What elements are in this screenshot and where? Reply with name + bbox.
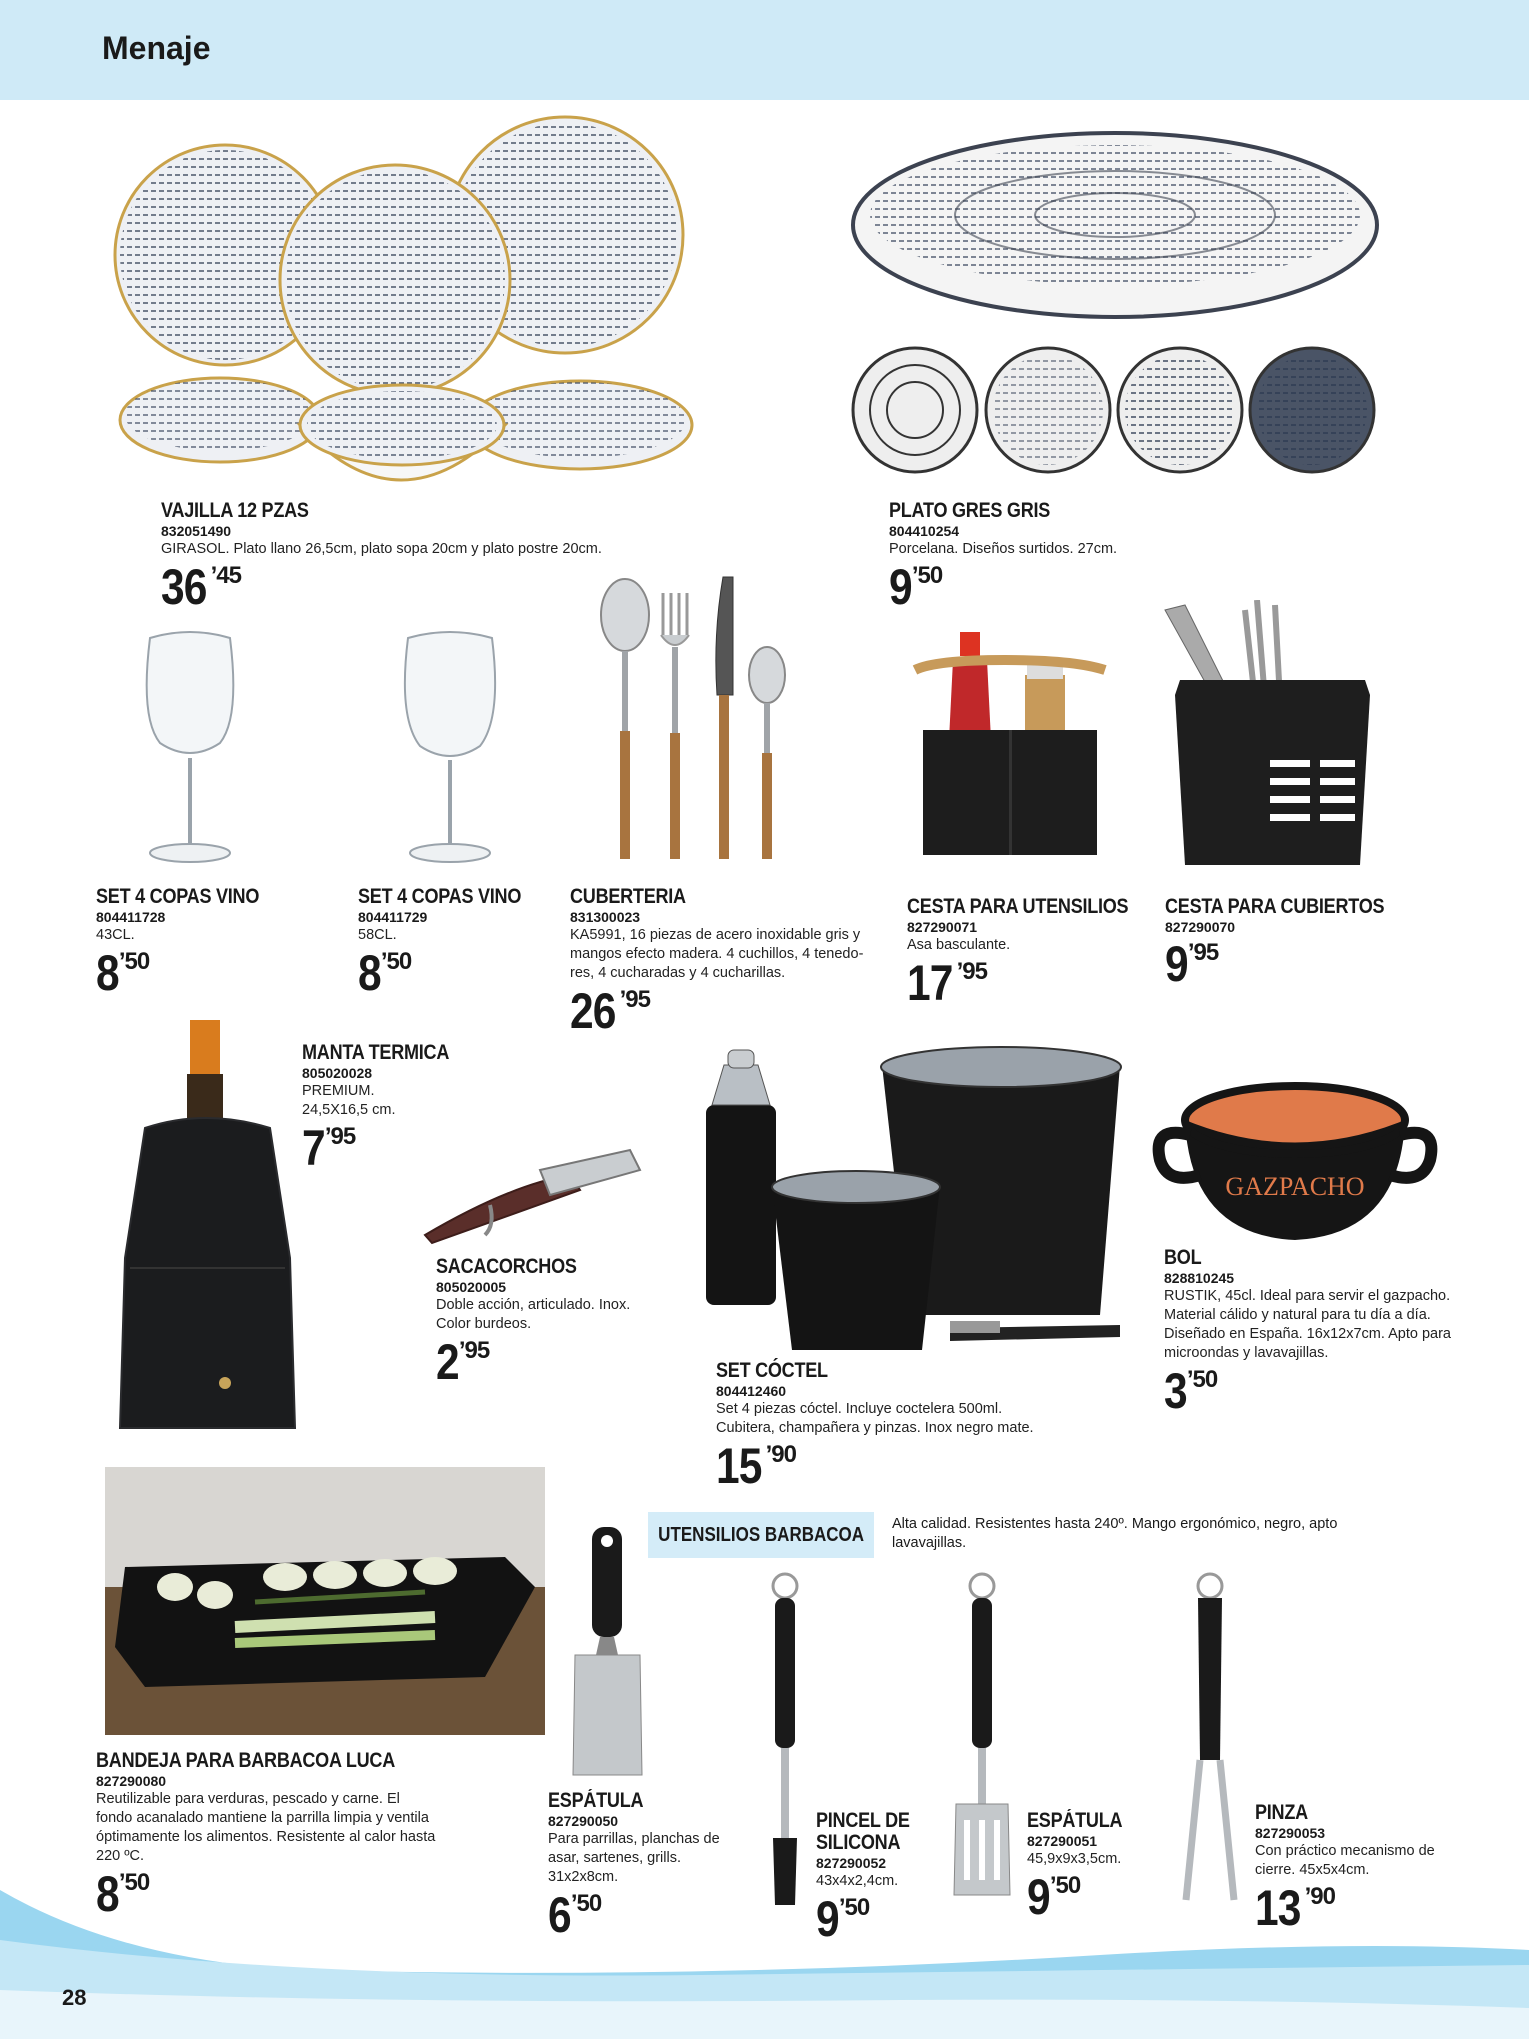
manta-image	[105, 1018, 305, 1438]
product-ref: 827290080	[96, 1773, 167, 1789]
product-ref: 827290051	[1027, 1833, 1098, 1849]
bowl-label-text: GAZPACHO	[1225, 1172, 1365, 1201]
coctel-image	[700, 1045, 1125, 1365]
espatula-image	[570, 1525, 645, 1780]
product-desc-line: KA5991, 16 piezas de acero inoxidable gris y	[570, 927, 861, 943]
footer-wave	[0, 1880, 1529, 2039]
price-decimal: ’50	[570, 1890, 602, 1917]
price-integer: 9	[816, 1891, 839, 1947]
cesta-cubiertos-image	[1145, 600, 1385, 870]
product-bol	[1164, 1246, 1451, 1419]
product-name: BANDEJA PARA BARBACOA LUCA	[96, 1749, 395, 1772]
product-price	[358, 945, 548, 1001]
product-desc-line: res, 4 cucharadas y 4 cucharillas.	[570, 965, 786, 981]
product-ref: 831300023	[570, 909, 641, 925]
product-ref: 804412460	[716, 1383, 787, 1399]
product-cesta-cubiertos	[1165, 895, 1420, 992]
price-integer: 9	[889, 559, 912, 615]
product-plato-gres	[889, 499, 1118, 615]
price-integer: 2	[436, 1334, 459, 1390]
bol-image	[1150, 1070, 1440, 1255]
product-name: ESPÁTULA	[548, 1789, 644, 1812]
pinza-image	[1180, 1570, 1240, 1910]
product-name: SET 4 COPAS VINO	[358, 885, 522, 908]
product-desc-line: Cubitera, champañera y pinzas. Inox negro mate.	[716, 1420, 1034, 1436]
product-desc-line: 24,5X16,5 cm.	[302, 1102, 396, 1118]
product-desc-line: Diseñado en España. 16x12x7cm. Apto para	[1164, 1326, 1451, 1342]
product-manta	[302, 1041, 473, 1176]
price-decimal: ’50	[838, 1894, 870, 1921]
price-integer: 13	[1255, 1880, 1301, 1936]
plato-gres-image	[850, 125, 1380, 480]
product-desc: Asa basculante.	[907, 937, 1011, 953]
product-price	[889, 559, 1117, 615]
product-name: SILICONA	[816, 1831, 901, 1854]
product-desc-line: fondo acanalado mantiene la parrilla limpia y ventila	[96, 1810, 429, 1826]
price-integer: 15	[716, 1438, 762, 1494]
product-ref: 827290070	[1165, 919, 1236, 935]
vajilla-image	[110, 115, 730, 510]
product-name: SET CÓCTEL	[716, 1359, 828, 1382]
product-desc-line: microondas y lavavajillas.	[1164, 1345, 1329, 1361]
price-decimal: ’95	[324, 1123, 356, 1150]
product-name: CESTA PARA CUBIERTOS	[1165, 895, 1385, 918]
product-ref: 827290052	[816, 1855, 887, 1871]
product-desc-line: Material cálido y natural para tu día a día.	[1164, 1307, 1431, 1323]
product-desc-line: PREMIUM.	[302, 1083, 375, 1099]
section-title: Menaje	[102, 30, 211, 66]
product-desc-line: óptimamente los alimentos. Resistente al calor hasta	[96, 1829, 436, 1845]
product-desc-line: Doble acción, articulado. Inox.	[436, 1297, 631, 1313]
price-decimal: ’90	[1304, 1883, 1335, 1910]
price-integer: 17	[907, 955, 953, 1011]
price-integer: 3	[1164, 1363, 1187, 1419]
price-decimal: ’50	[911, 562, 943, 589]
product-name: BOL	[1164, 1246, 1202, 1269]
product-cuberteria	[570, 885, 864, 1039]
product-ref: 827290050	[548, 1813, 619, 1829]
espatula-2-image	[950, 1570, 1015, 1900]
product-name: PINZA	[1255, 1801, 1308, 1824]
product-desc-line: mangos efecto madera. 4 cuchillos, 4 tenedo-	[570, 946, 864, 962]
product-desc-line: Con práctico mecanismo de	[1255, 1843, 1435, 1859]
product-desc-line: asar, sartenes, grills.	[548, 1850, 681, 1866]
product-ref: 805020005	[436, 1279, 507, 1295]
product-ref: 832051490	[161, 523, 232, 539]
product-ref: 804410254	[889, 523, 960, 539]
product-desc: 43CL.	[96, 927, 135, 943]
product-ref: 804411729	[358, 909, 428, 925]
product-ref: 827290071	[907, 919, 978, 935]
product-cesta-utensilios	[907, 895, 1164, 1011]
price-decimal: ’50	[380, 948, 412, 975]
cuberteria-image	[595, 575, 795, 865]
bbq-section-tag	[648, 1512, 874, 1558]
price-decimal: ’50	[118, 1869, 150, 1896]
product-name: PINCEL DE	[816, 1809, 910, 1832]
price-integer: 6	[548, 1887, 571, 1943]
price-integer: 9	[1165, 936, 1188, 992]
product-desc-line: RUSTIK, 45cl. Ideal para servir el gazpacho.	[1164, 1288, 1451, 1304]
product-price	[436, 1334, 630, 1390]
price-integer: 36	[161, 559, 207, 615]
product-coctel	[716, 1359, 1034, 1494]
product-copas-58	[358, 885, 548, 1001]
product-sacacorchos	[436, 1255, 631, 1390]
price-decimal: ’95	[956, 958, 987, 985]
product-desc-line: Reutilizable para verduras, pescado y carne. El	[96, 1791, 400, 1807]
page-header	[0, 0, 1529, 100]
cesta-utensilios-image	[905, 630, 1115, 860]
price-integer: 8	[96, 945, 119, 1001]
product-name: CUBERTERIA	[570, 885, 686, 908]
product-desc-line: Set 4 piezas cóctel. Incluye coctelera 500ml.	[716, 1401, 1003, 1417]
product-price	[716, 1438, 1034, 1494]
product-desc-line: 31x2x8cm.	[548, 1869, 619, 1885]
product-price	[1165, 936, 1420, 992]
product-desc: 58CL.	[358, 927, 397, 943]
bbq-tag-label: UTENSILIOS BARBACOA	[658, 1523, 864, 1546]
product-desc: Porcelana. Diseños surtidos. 27cm.	[889, 541, 1118, 557]
bandeja-image	[105, 1467, 545, 1735]
price-integer: 26	[570, 983, 616, 1039]
product-price	[1164, 1363, 1451, 1419]
product-desc: 43x4x2,4cm.	[816, 1873, 899, 1889]
copas-43-image	[130, 628, 250, 868]
price-decimal: ’95	[619, 986, 650, 1013]
product-desc-line: Para parrillas, planchas de	[548, 1831, 720, 1847]
pincel-image	[765, 1570, 805, 1910]
product-desc-line: Color burdeos.	[436, 1316, 532, 1332]
product-desc-line: cierre. 45x5x4cm.	[1255, 1862, 1370, 1878]
product-ref: 804411728	[96, 909, 166, 925]
product-price	[161, 559, 602, 615]
product-name: SACACORCHOS	[436, 1255, 577, 1278]
product-price	[570, 983, 863, 1039]
price-integer: 9	[1027, 1869, 1050, 1925]
price-integer: 8	[358, 945, 381, 1001]
product-desc-line: 220 ºC.	[96, 1848, 145, 1864]
product-ref: 827290053	[1255, 1825, 1326, 1841]
copas-58-image	[390, 628, 510, 868]
product-price	[907, 955, 1164, 1011]
price-decimal: ’50	[1049, 1872, 1081, 1899]
product-name: SET 4 COPAS VINO	[96, 885, 260, 908]
price-decimal: ’45	[210, 562, 241, 589]
price-integer: 8	[96, 1866, 119, 1922]
product-vajilla	[161, 499, 602, 615]
product-desc: 45,9x9x3,5cm.	[1027, 1851, 1122, 1867]
bbq-section-desc: Alta calidad. Resistentes hasta 240º. Mango ergonómico, negro, apto lavavajillas.	[892, 1516, 1338, 1551]
product-name: MANTA TERMICA	[302, 1041, 450, 1064]
page-number: 28	[62, 1985, 87, 2010]
price-decimal: ’95	[458, 1337, 490, 1364]
product-name: VAJILLA 12 PZAS	[161, 499, 309, 522]
price-decimal: ’50	[118, 948, 150, 975]
product-copas-43	[96, 885, 286, 1001]
product-price	[302, 1120, 473, 1176]
product-name: PLATO GRES GRIS	[889, 499, 1051, 522]
price-decimal: ’50	[1186, 1366, 1218, 1393]
price-decimal: ’95	[1187, 939, 1219, 966]
product-ref: 828810245	[1164, 1270, 1235, 1286]
product-name: ESPÁTULA	[1027, 1809, 1123, 1832]
price-integer: 7	[302, 1120, 325, 1176]
price-decimal: ’90	[765, 1441, 796, 1468]
product-name: CESTA PARA UTENSILIOS	[907, 895, 1129, 918]
product-price	[96, 945, 286, 1001]
product-ref: 805020028	[302, 1065, 373, 1081]
product-desc: GIRASOL. Plato llano 26,5cm, plato sopa 20cm y plato postre 20cm.	[161, 541, 602, 557]
